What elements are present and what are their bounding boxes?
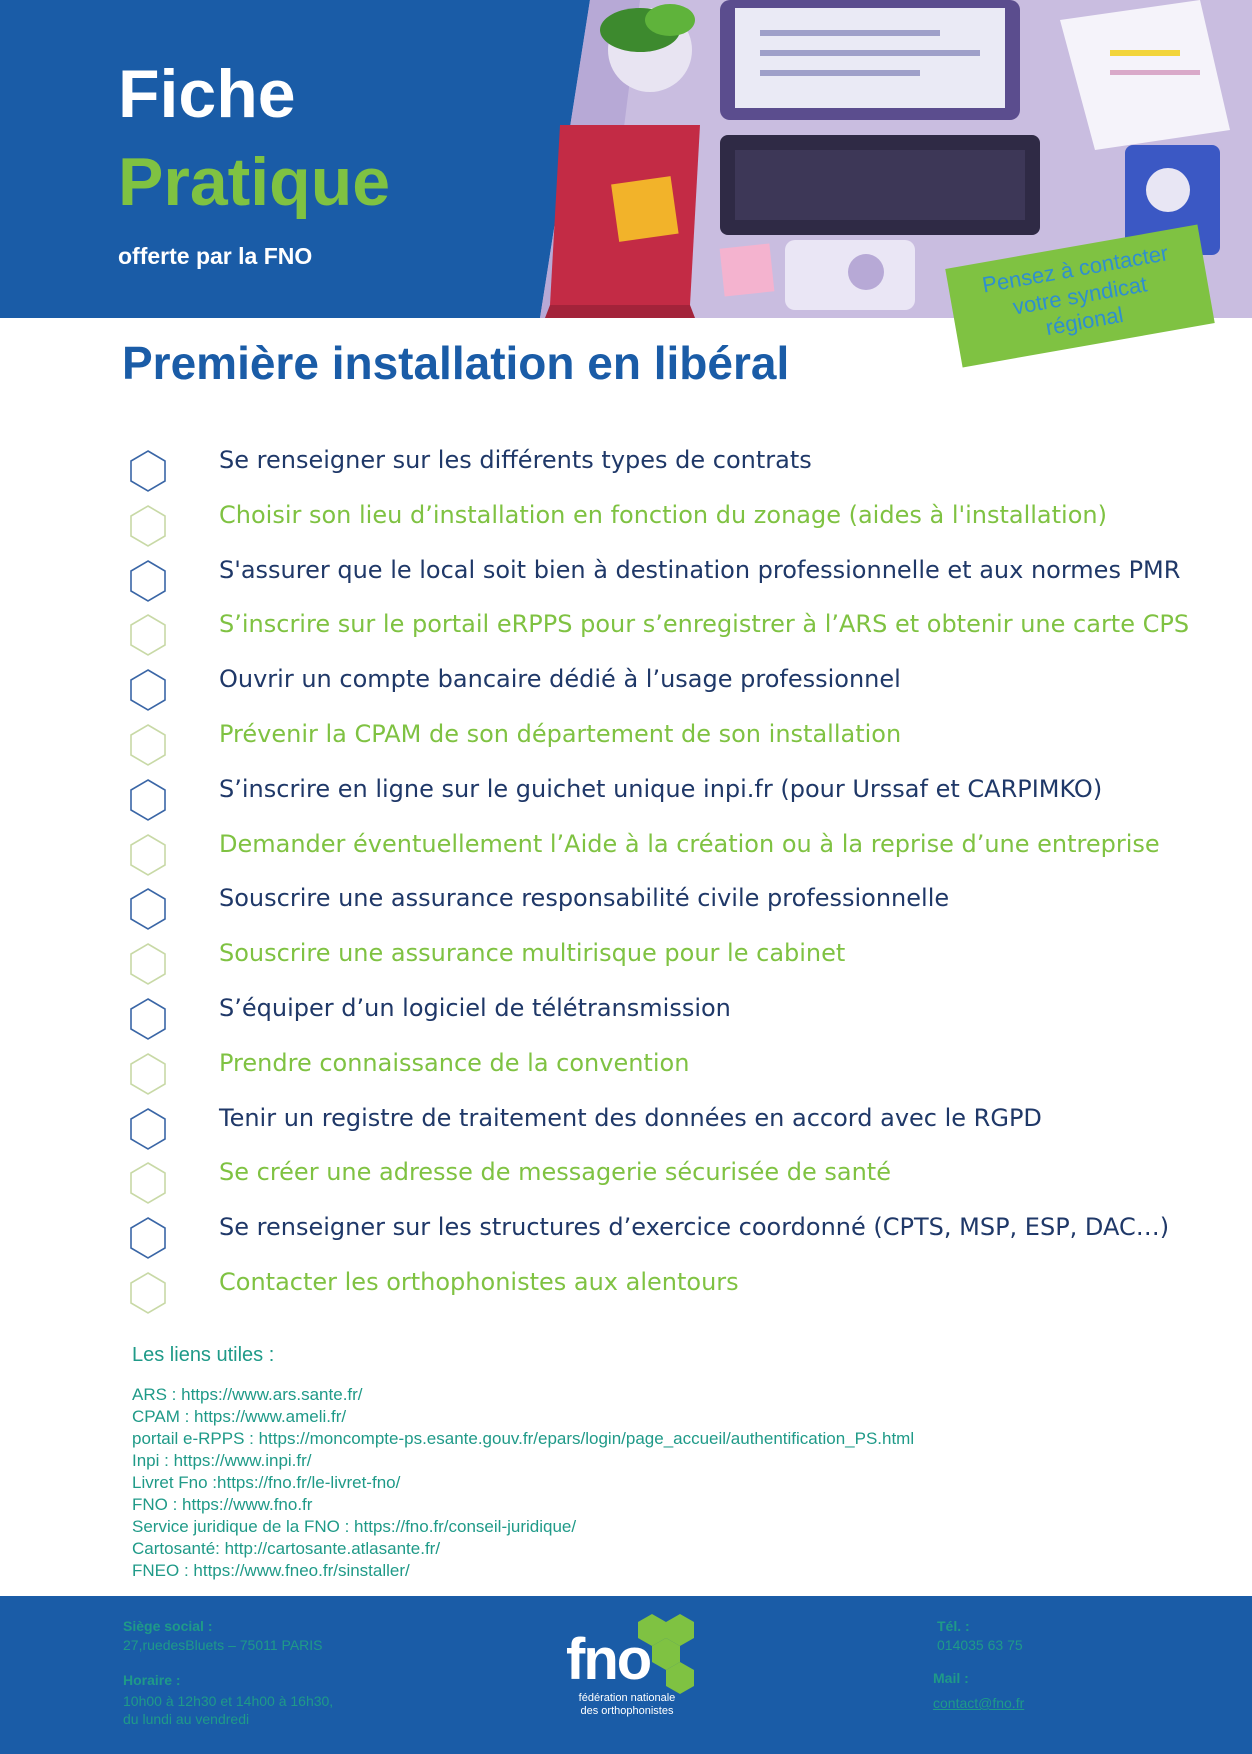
- syndicat-badge-text: Pensez à contacter votre syndicat régional: [980, 240, 1171, 341]
- useful-link[interactable]: Inpi : https://www.inpi.fr/: [132, 1451, 312, 1470]
- checklist-item: [0, 436, 1252, 491]
- hexagon-checkbox-icon[interactable]: [128, 504, 168, 548]
- links-title: Les liens utiles :: [132, 1344, 275, 1366]
- useful-link[interactable]: Service juridique de la FNO : https://fno.fr/conseil-juridique/: [132, 1517, 577, 1536]
- checklist-item: [0, 1039, 1252, 1094]
- checklist-item: [0, 874, 1252, 929]
- checklist-item-text: Souscrire une assurance multirisque pour le cabinet: [219, 939, 846, 968]
- siege-label: Siège social :: [123, 1618, 213, 1634]
- checklist-item-text: Se renseigner sur les structures d’exercice coordonné (CPTS, MSP, ESP, DAC…): [219, 1213, 1170, 1242]
- mail-label: Mail :: [933, 1670, 969, 1686]
- links-list: [132, 1384, 914, 1582]
- checklist-item-text: Se renseigner sur les différents types de contrats: [219, 446, 812, 474]
- checklist-item: [0, 710, 1252, 765]
- header-subtitle: offerte par la FNO: [118, 243, 313, 269]
- useful-link[interactable]: portail e-RPPS : https://moncompte-ps.esante.gouv.fr/epars/login/page_accueil/authentification_PS.html: [132, 1429, 915, 1448]
- hexagon-checkbox-icon[interactable]: [128, 887, 168, 931]
- useful-link[interactable]: ARS : https://www.ars.sante.fr/: [132, 1385, 363, 1404]
- checklist-item-text: Demander éventuellement l’Aide à la création ou à la reprise d’une entreprise: [219, 829, 1160, 858]
- checklist-item-text: S’inscrire sur le portail eRPPS pour s’enregistrer à l’ARS et obtenir une carte CPS: [219, 610, 1190, 639]
- tel-label: Tél. :: [937, 1618, 970, 1634]
- useful-link[interactable]: FNO : https://www.fno.fr: [132, 1495, 313, 1514]
- checklist-item-text: S’inscrire en ligne sur le guichet unique inpi.fr (pour Urssaf et CARPIMKO): [219, 774, 1103, 803]
- checklist-item: [0, 820, 1252, 875]
- footer: [0, 1596, 1252, 1754]
- hexagon-checkbox-icon[interactable]: [128, 1271, 168, 1315]
- useful-link[interactable]: Cartosanté: http://cartosante.atlasante.fr/: [132, 1539, 441, 1558]
- checklist-item-text: S'assurer que le local soit bien à destination professionnelle et aux normes PMR: [219, 555, 1181, 584]
- useful-link[interactable]: FNEO : https://www.fneo.fr/sinstaller/: [132, 1561, 410, 1580]
- checklist-item: [0, 1203, 1252, 1258]
- hexagon-checkbox-icon[interactable]: [128, 942, 168, 986]
- checklist-item: [0, 1094, 1252, 1149]
- header-title-pratique: Pratique: [118, 144, 391, 220]
- siege-value: 27,ruedesBluets – 75011 PARIS: [123, 1637, 323, 1653]
- hexagon-checkbox-icon[interactable]: [128, 1216, 168, 1260]
- hexagon-checkbox-icon[interactable]: [128, 559, 168, 603]
- page-title: Première installation en libéral: [122, 337, 790, 389]
- checklist-item-text: Souscrire une assurance responsabilité civile professionnelle: [219, 884, 950, 913]
- checklist-item-text: Contacter les orthophonistes aux alentours: [219, 1268, 739, 1296]
- checklist-item-text: Choisir son lieu d’installation en fonction du zonage (aides à l'installation): [219, 500, 1107, 529]
- header-title-fiche: Fiche: [118, 56, 296, 132]
- checklist-item: [0, 655, 1252, 710]
- useful-link[interactable]: CPAM : https://www.ameli.fr/: [132, 1407, 347, 1426]
- checklist-item: [0, 600, 1252, 655]
- hexagon-checkbox-icon[interactable]: [128, 833, 168, 877]
- checklist-item: [0, 546, 1252, 601]
- checklist-item-text: Prendre connaissance de la convention: [219, 1048, 690, 1077]
- checklist-item-text: Prévenir la CPAM de son département de son installation: [219, 720, 902, 748]
- hexagon-checkbox-icon[interactable]: [128, 1161, 168, 1205]
- checklist-item: [0, 1258, 1252, 1313]
- hexagon-checkbox-icon[interactable]: [128, 1052, 168, 1096]
- checklist-item: [0, 929, 1252, 984]
- fno-logo-caption: fédération nationale des orthophonistes: [578, 1692, 676, 1717]
- checklist-item-text: Se créer une adresse de messagerie sécurisée de santé: [219, 1158, 891, 1187]
- hexagon-checkbox-icon[interactable]: [128, 1107, 168, 1151]
- tel-value: 014035 63 75: [937, 1637, 1023, 1653]
- hexagon-checkbox-icon[interactable]: [128, 778, 168, 822]
- useful-link[interactable]: Livret Fno :https://fno.fr/le-livret-fno/: [132, 1473, 401, 1492]
- mail-link[interactable]: contact@fno.fr: [933, 1695, 1025, 1711]
- horaire-label: Horaire :: [123, 1672, 181, 1688]
- hexagon-checkbox-icon[interactable]: [128, 668, 168, 712]
- checklist-item: [0, 1148, 1252, 1203]
- hexagon-checkbox-icon[interactable]: [128, 723, 168, 767]
- hexagon-checkbox-icon[interactable]: [128, 449, 168, 493]
- checklist-item-text: S’équiper d’un logiciel de télétransmission: [219, 994, 731, 1022]
- checklist-item: [0, 984, 1252, 1039]
- checklist-item-text: Tenir un registre de traitement des données en accord avec le RGPD: [219, 1103, 1042, 1132]
- hexagon-checkbox-icon[interactable]: [128, 613, 168, 657]
- hexagon-checkbox-icon[interactable]: [128, 997, 168, 1041]
- horaire-value: 10h00 à 12h30 et 14h00 à 16h30, du lundi au vendredi: [123, 1693, 334, 1727]
- checklist-item: [0, 765, 1252, 820]
- checklist-item: [0, 491, 1252, 546]
- fno-logo-text: fno: [566, 1627, 651, 1692]
- checklist-item-text: Ouvrir un compte bancaire dédié à l’usage professionnel: [219, 665, 901, 694]
